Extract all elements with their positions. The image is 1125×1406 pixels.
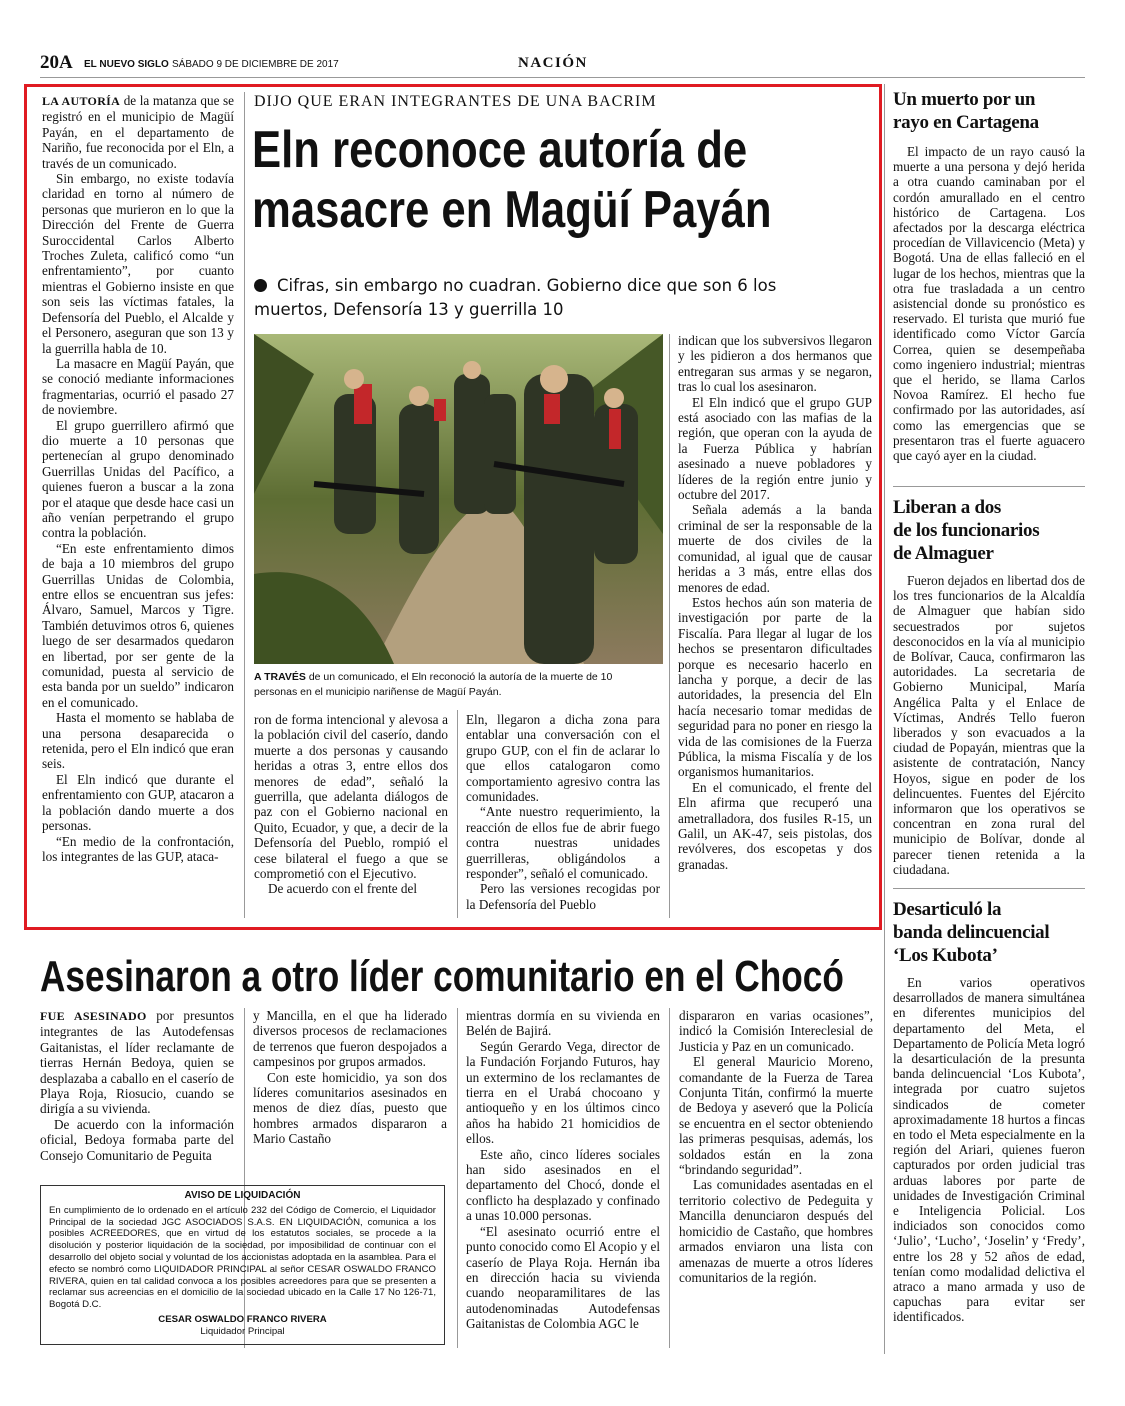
photo-caption: A TRAVÉS de un comunicado, el Eln reconoció la autoría de la muerte de 10 personas en el municipio nariñense de Magüí Payán.	[254, 671, 613, 698]
main-col-2: ron de forma intencional y alevosa a la población civil del caserío, dando muerte a dos personas y causando heridas a otras 3, entre ellos dos menores de edad”, señaló la guerrilla, que adelanta diálogos de paz con el Gobierno nacional en Quito, Ecuador, y que, a decir de la Defensoría del Pueblo, rompió el cese bilateral el fuego a que se comprometió con el Ejecutivo. De acuerdo con el frente del	[254, 712, 448, 897]
section-name: NACIÓN	[518, 55, 588, 71]
header-rule	[40, 77, 1085, 78]
column-rule	[457, 1008, 458, 1348]
second-col-2: y Mancilla, en el que ha liderado diversos procesos de reclamaciones de terrenos que fueron despojados a campesinos por grupos armados. Con este homicidio, ya son dos líderes comunitarios asesinados en menos de diez días, puesto que hombres armados dispararon a Mario Castaño	[253, 1008, 447, 1147]
bullet-icon	[254, 279, 267, 292]
side3-body: En varios operativos desarrollados de manera simultánea en diferentes municipios del departamento del Meta, el Departamento de Policía Meta logró la desarticulación de la presunta banda delincuencial ‘Los Kubota’, integrada por cuatro sujetos sindicados de cometer aproximadamente 18 hurtos a fincas en todo el Meta especialmente en la región del Ariari, quienes fueron capturados por orden judicial tras arduas labores por parte de unidades de Investigación Criminal e Inteligencia Policial. Los indiciados son conocidos como ‘Julio’, ‘Lucho’, ‘Joselin’ y ‘Fredy’, entre los 28 y 52 años de edad, tenían como modalidad delictiva el atraco a mano armada y uso de capuchas para evitar ser identificados.	[893, 975, 1085, 1325]
column-rule	[244, 92, 245, 918]
notice-role: Liquidador Principal	[200, 1325, 285, 1337]
main-col-4: indican que los subversivos llegaron y les pidieron a dos hermanos que entregaran sus armas y se negaron, tras lo cual los asesinaron. El Eln indicó que el grupo GUP está asociado con las mafias de la región, que operan con la ayuda de la Fuerza Pública y habrían asesinado a nueve pobladores y líderes de la región entre junio y octubre del 2017. Señala además a la banda criminal de ser la responsable de la muerte de dos civiles de la comunidad, al igual que de causar heridas a 3 más, entre ellas dos menores de edad. Estos hechos aún son materia de investigación por parte de la Fiscalía. Para llegar al lugar de los hechos se presentaron dificultades porque es necesario hacerlo en lancha y porque, a decir de las autoridades, la presencia del Eln hacía necesario tomar medidas de seguridad para no poner en riesgo la vida de las comisiones de la Fuerza Pública, la misma Fiscalía y de los organismos humanitarios. En el comunicado, el frente del Eln afirma que recuperó una ametralladora, dos fusiles R-15, un Galil, un AK-47, seis pistolas, dos revólveres, dos escopetas y dos granadas.	[678, 333, 872, 872]
guerrilla-photo	[254, 334, 663, 664]
notice-title: AVISO DE LIQUIDACIÓN	[184, 1190, 301, 1201]
side1-title: Un muerto por un rayo en Cartagena	[893, 89, 1039, 133]
side2-title: Liberan a dos de los funcionarios de Almaguer	[893, 497, 1040, 564]
notice-body: En cumplimiento de lo ordenado en el artículo 232 del Código de Comercio, el Liquidador Principal de la sociedad JGC ASOCIADOS S.A.S. EN LIQUIDACIÓN, comunica a los posibles ACREEDORES, que en virtud de los estatutos sociales, se procede a la disolución y posterior liquidación de la sociedad, por imposibilidad de continuar con el desarrollo del objeto social y voluntad de los accionistas adoptada en la asamblea. Para el efecto se nombró como LIQUIDADOR PRINCIPAL al señor CESAR OSWALDO FRANCO RIVERA, quien en tal calidad convoca a los posibles acreedores para que se presenten a reclamar sus acreencias en el domicilio de la sociedad ubicado en la Calle 17 No 126-71, Bogotá D.C.	[49, 1204, 436, 1311]
main-col-3: Eln, llegaron a dicha zona para entablar una conversación con el grupo GUP, con el fin de aclarar lo que ellos catalogaron como comportamiento agresivo contra las comunidades. “Ante nuestro requerimiento, la reacción de ellos fue de abrir fuego contra nuestras unidades guerrilleras, obligándolos a responder”, señaló el comunicado. Pero las versiones recogidas por la Defensoría del Pueblo	[466, 712, 660, 912]
notice-signer: CESAR OSWALDO FRANCO RIVERA	[158, 1313, 327, 1325]
sidebar-story-3	[893, 898, 1085, 1325]
newspaper-name: EL NUEVO SIGLO	[84, 59, 169, 70]
main-lead: LA AUTORÍA	[42, 94, 121, 108]
kicker: DIJO QUE ERAN INTEGRANTES DE UNA BACRIM	[254, 93, 657, 110]
sidebar-rule	[893, 888, 1085, 889]
issue-date: SÁBADO 9 DE DICIEMBRE DE 2017	[172, 59, 339, 70]
side2-body: Fueron dejados en libertad dos de los tres funcionarios de la Alcaldía de Almaguer que habían sido secuestrados por sujetos desconocidos en la vía al municipio de Bolívar, Cauca, confirmaron las autoridades. La secretaria de Gobierno Municipal, María Angélica Palta y el Enlace de Víctimas, Andrés Tello fueron liberados y son evacuados a la ciudad de Popayán, mientras que la asistente de contratación, Nancy Hoyos, sigue en poder de los delincuentes. Fuentes del Ejército informaron que los operativos se concentran en zona rural del municipio de Bolívar, donde al parecer tienen retenida a la ciudadana.	[893, 573, 1085, 877]
main-col-1: LA AUTORÍA de la matanza que se registró en el municipio de Magüí Payán, en el departamento de Nariño, fue reconocida por el Eln, a través de un comunicado. Sin embargo, no existe todavía claridad en torno al número de personas que murieron en lo que la Dirección del Frente de Guerra Suroccidental Carlos Alberto Troches Zuleta, calificó como “un enfrentamiento”, por cuanto mientras el Gobierno insiste en que son seis las víctimas fatales, la Defensoría del Pueblo, el Alcalde y el Personero, aseguran que son 13 y la guerrilla habla de 10. La masacre en Magüí Payán, que se conoció mediante informaciones fragmentarias, ocurrió el pasado 27 de noviembre. El grupo guerrillero afirmó que dio muerte a 10 personas que pertenecían al grupo denominado Guerrillas Unidas del Pacífico, a quienes fueron a buscar a la zona por el ataque que desde hace casi un año venían perpetrando el grupo contra la población. “En este enfrentamiento dimos de baja a 10 miembros del grupo Guerrillas Unidas de Colombia, entre ellos se encuentran sus jefes: Álvaro, Samuel, Marcos y Tigre. También detuvimos otros 6, quienes luego de ser desarmados quedaron en libertad, por ser gente de la comunidad, puesta al servicio de esta banda por un sueldo” indicaron en el comunicado. Hasta el momento se hablaba de una persona desaparecida o retenida, pero el Eln indicó que eran seis. El Eln indicó que durante el enfrentamiento con GUP, atacaron a la población dando muerte a dos personas. “En medio de la confrontación, los integrantes de las GUP, ataca-	[42, 93, 234, 864]
page-number: 20A	[40, 52, 73, 73]
deck: Cifras, sin embargo no cuadran. Gobierno dice que son 6 los muertos, Defensoría 13 y guerrilla 10	[254, 276, 777, 319]
second-col-3: mientras dormía en su vivienda en Belén de Bajirá. Según Gerardo Vega, director de la Fundación Forjando Futuros, hay un extermino de los reclamantes de tierra en el Urabá chocoano y antioqueño y en los últimos cinco años ha habido 21 homicidios de ellos. Este año, cinco líderes sociales han sido asesinados en el departamento del Chocó, donde el conflicto ha desplazado y confinado a unas 10.000 personas. “El asesinato ocurrió entre el punto conocido como El Acopio y el caserío de Playa Roja. Hernán iba en dirección hacia su vivienda cuando neoparamilitares de las autodenominadas Autodefensas Gaitanistas de Colombia AGC le	[466, 1008, 660, 1332]
column-rule	[457, 710, 458, 918]
sidebar-story-2	[893, 496, 1085, 877]
second-col-4: dispararon en varias ocasiones”, indicó la Comisión Intereclesial de Justicia y Paz en un comunicado. El general Mauricio Moreno, comandante de la Fuerza de Tarea Conjunta Titán, confirmó la muerte de Bedoya y aseveró que la Policía se encuentra en el sector obteniendo las primeras pesquisas, además, los soldados están en la zona “brindando seguridad”. Las comunidades asentadas en el territorio colectivo de Pedeguita y Mancilla denunciaron después del homicidio de Castaño, que hombres armados enviaron una lista con amenazas de muerte a otros líderes comunitarios de la región.	[679, 1008, 873, 1285]
page-header	[40, 52, 1085, 76]
column-rule	[669, 1008, 670, 1348]
second-headline: Asesinaron a otro líder comunitario en el Chocó	[40, 952, 844, 1001]
second-col-1: FUE ASESINADO por presuntos integrantes de las Autodefensas Gaitanistas, el líder reclamante de tierras Hernán Bedoya, quien se desplazaba a caballo en el caserío de Playa Roja, Riosucio, cuando se dirigía a su vivienda. De acuerdo con la información oficial, Bedoya formaba parte del Consejo Comunitario de Peguita	[40, 1008, 234, 1163]
sidebar-divider	[884, 84, 885, 1354]
column-rule	[669, 334, 670, 918]
side3-title: Desarticuló la banda delincuencial ‘Los Kubota’	[893, 899, 1050, 966]
main-headline: Eln reconoce autoría de masacre en Magüí Payán	[252, 121, 772, 239]
liquidation-notice	[40, 1185, 445, 1345]
sidebar-story-1	[893, 88, 1085, 463]
photo-illustration	[254, 334, 663, 664]
side1-body: El impacto de un rayo causó la muerte a una persona y dejó herida a otra cuando caminaban por el cordón amurallado en el centro histórico de Cartagena. Los afectados por la descarga eléctrica procedían de Villavicencio (Meta) y Bogotá. Una de ellas falleció en el lugar de los hechos, mientras que la otra fue trasladada a un centro asistencial donde su pronóstico es reservado. El turista que murió fue identificado como Víctor García Correa, quien se desempeñaba como ingeniero industrial; mientras que el herido, se llama Carlos Novoa Ramírez. El hecho fue confirmado por las autoridades, así como las emergencias que se presentaron tras el fuerte aguacero que cayó ayer en la ciudad.	[893, 144, 1085, 464]
sidebar-rule	[893, 486, 1085, 487]
